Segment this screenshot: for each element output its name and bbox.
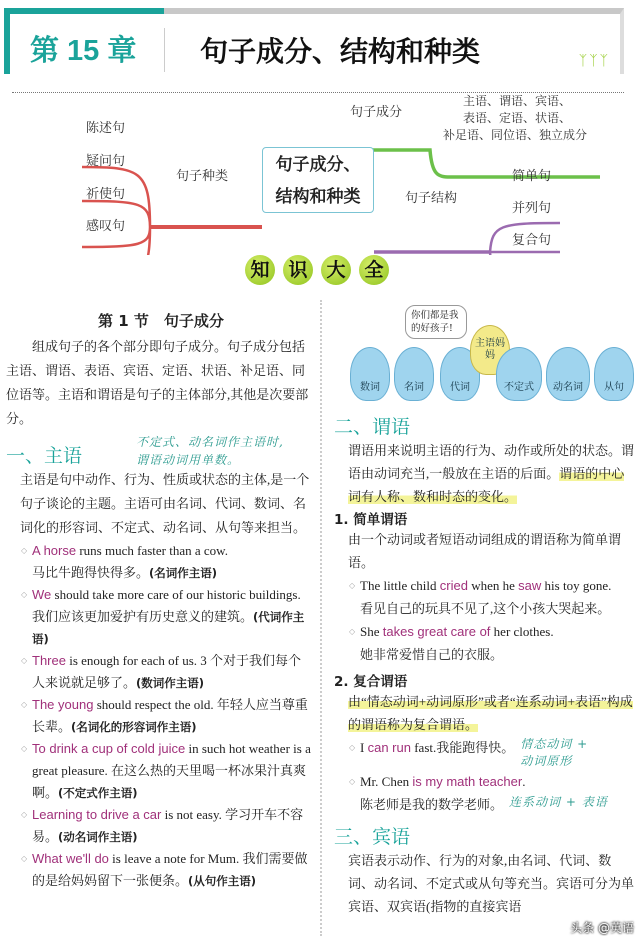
- child-blob: 从句: [594, 347, 634, 401]
- example-highlight: cried: [439, 578, 468, 593]
- example-highlight: We: [32, 587, 52, 602]
- example-translation: 马比牛跑得快得多。(名词作主语): [32, 565, 218, 580]
- example-highlight: To drink a cup of cold juice: [32, 741, 186, 756]
- banner-char: 知: [245, 255, 275, 285]
- predicate-heading: 二、谓语: [334, 416, 411, 438]
- compound-predicate-body: 由“情态动词+动词原形”或者“连系动词+表语”构成的谓语称为复合谓语。: [348, 694, 633, 732]
- right-column: [334, 412, 634, 918]
- object-body: 宾语表示动作、行为的对象,由名词、代词、数词、动名词、不定式或从句等充当。宾语可分为单宾语、双宾语(指物的直接宾语: [348, 853, 635, 914]
- example-sentence: [360, 736, 514, 759]
- example-text: her clothes.: [490, 624, 554, 639]
- section-title: 第 1 节 句子成分: [98, 312, 224, 330]
- center-line: 句子成分、: [275, 155, 361, 175]
- example-note: (动名词作主语): [58, 830, 138, 844]
- child-blob: 不定式: [496, 347, 542, 401]
- example-text: She: [360, 624, 383, 639]
- simple-predicate-heading: 1. 简单谓语: [334, 512, 408, 528]
- example: [20, 650, 314, 694]
- example-translation: 我能跑得快。: [436, 740, 515, 755]
- example-text: Mr. Chen: [360, 774, 413, 789]
- mind-map: [0, 95, 640, 255]
- compound-annotation-1: 情态动词 + 动词原形: [520, 737, 589, 768]
- example-translation: 我们需要做的是给妈妈留下一张便条。: [32, 851, 308, 888]
- structure-item: 复合句: [512, 233, 552, 248]
- knowledge-banner: [245, 255, 389, 285]
- example-translation: 她非常爱惜自己的衣服。: [360, 647, 504, 662]
- child-blob: 名词: [394, 347, 434, 401]
- mother-blob: 主语妈妈: [470, 325, 510, 375]
- example-text: is not easy.: [161, 807, 222, 822]
- annotation-line: 谓语动词用单数。: [136, 453, 241, 467]
- example-note: (不定式作主语): [58, 786, 138, 800]
- example-highlight: is my math teacher: [412, 774, 523, 789]
- chapter-header: [4, 8, 624, 74]
- example-translation: 在这么热的天里喝一杯冰果汁真爽啊。: [32, 763, 307, 800]
- subject-heading: 一、主语: [6, 445, 83, 467]
- component-item: 表语、定语、状语、: [463, 111, 572, 125]
- example-highlight: Learning to drive a car: [32, 807, 162, 822]
- example-highlight: can run: [367, 740, 411, 755]
- sprout-icon: ᛉᛉᛉ: [578, 54, 610, 69]
- example-text: fast.: [410, 740, 437, 755]
- example-text: I: [360, 740, 368, 755]
- example-text: The little child: [360, 578, 440, 593]
- subject-examples: [6, 540, 314, 892]
- example-translation: 陈老师是我的数学老师。: [360, 797, 504, 812]
- left-column: [6, 310, 314, 892]
- predicate-highlight: 谓语的中心词有人称、数和时态的变化。: [348, 466, 625, 504]
- compound-annotation-2: 连系动词 + 表语: [509, 795, 608, 809]
- subject-body: 主语是句中动作、行为、性质或状态的主体,是一个句子谈论的主题。主语可由名词、代词、数词、名词化的形容词、不定式、动名词、从句等来担当。: [20, 472, 310, 535]
- compound-predicate-heading: 2. 复合谓语: [334, 674, 408, 690]
- example: [348, 574, 634, 620]
- example: [348, 736, 634, 770]
- example-highlight: A horse: [32, 543, 77, 558]
- example-note: (从句作主语): [188, 874, 257, 888]
- example-text: runs much faster than a cow.: [76, 543, 228, 558]
- example: [20, 848, 314, 892]
- example-translation: 年轻人应当尊重长辈。: [32, 697, 308, 734]
- header-divider: [164, 28, 165, 72]
- example-translation: 3 个对于我们每个人来说就足够了。: [32, 653, 302, 690]
- example-text: in such hot weather is a great pleasure.: [32, 741, 311, 778]
- banner-char: 大: [321, 255, 351, 285]
- kind-item: 疑问句: [86, 154, 126, 169]
- banner-char: 全: [359, 255, 389, 285]
- example: [20, 738, 314, 804]
- object-heading: 三、宾语: [334, 826, 411, 848]
- example-highlight: saw: [518, 578, 542, 593]
- example: [20, 584, 314, 650]
- banner-char: 识: [283, 255, 313, 285]
- child-blob: 动名词: [546, 347, 590, 401]
- simple-predicate-body: 由一个动词或者短语动词组成的谓语称为简单谓语。: [348, 532, 622, 570]
- example: [20, 804, 314, 848]
- example: [348, 620, 634, 666]
- structure-item: 并列句: [512, 201, 552, 216]
- example-text: is leave a note for Mum.: [108, 851, 240, 866]
- example: [20, 694, 314, 738]
- kind-item: 陈述句: [86, 121, 126, 136]
- example-text: when he: [467, 578, 519, 593]
- example-text: his toy gone.: [541, 578, 612, 593]
- kind-item: 祈使句: [86, 187, 126, 202]
- example-translation: 我们应该更加爱护有历史意义的建筑。(代词作主语): [32, 609, 305, 646]
- watermark: 头条 @英语: [570, 921, 634, 935]
- predicate-body: 谓语用来说明主语的行为、动作或所处的状态。谓语由动词充当,一般放在主语的后面。: [348, 443, 635, 481]
- component-item: 主语、谓语、宾语、: [463, 94, 572, 108]
- child-blob: 数词: [350, 347, 390, 401]
- mind-map-center: [262, 147, 374, 213]
- cartoon-illustration: [350, 305, 630, 405]
- component-item: 补足语、同位语、独立成分: [443, 128, 588, 142]
- structure-label: 句子结构: [405, 191, 458, 206]
- example-note: (代词作主语): [32, 610, 305, 646]
- kinds-label: 句子种类: [176, 169, 229, 184]
- example-text: should take more care of our historic buildings.: [51, 587, 301, 602]
- example: [348, 770, 634, 816]
- example-highlight: takes great care of: [382, 624, 491, 639]
- intro-paragraph: 组成句子的各个部分即句子成分。句子成分包括主语、谓语、表语、宾语、定语、状语、补足语、同位语等。主语和谓语是句子的主体部分,其他是次要部分。: [6, 339, 309, 426]
- example-note: (数词作主语): [136, 676, 205, 690]
- example-translation: 学习开车不容易。: [32, 807, 304, 844]
- center-line: 结构和种类: [275, 187, 361, 207]
- example-text: is enough for each of us.: [65, 653, 198, 668]
- chapter-title: 句子成分、结构和种类: [200, 35, 481, 68]
- child-blob: 代词: [440, 347, 480, 401]
- kind-item: 感叹句: [86, 219, 126, 234]
- subject-annotation: [136, 433, 284, 469]
- structure-item: 简单句: [512, 169, 552, 184]
- example-highlight: What we'll do: [32, 851, 109, 866]
- example-text: .: [522, 774, 526, 789]
- example-text: should respect the old.: [93, 697, 214, 712]
- example-translation: 看见自己的玩具不见了,这个小孩大哭起来。: [360, 601, 611, 616]
- column-divider: [320, 300, 322, 936]
- annotation-line: 不定式、动名词作主语时,: [136, 435, 284, 449]
- example-note: (名词化的形容词作主语): [71, 720, 197, 734]
- example-note: (名词作主语): [149, 566, 218, 580]
- chapter-number: 第 15 章: [30, 35, 137, 67]
- example-highlight: Three: [32, 653, 66, 668]
- components-label: 句子成分: [350, 105, 403, 120]
- speech-bubble: 你们都是我的好孩子!: [405, 305, 467, 339]
- example-highlight: The young: [32, 697, 94, 712]
- example: [20, 540, 314, 584]
